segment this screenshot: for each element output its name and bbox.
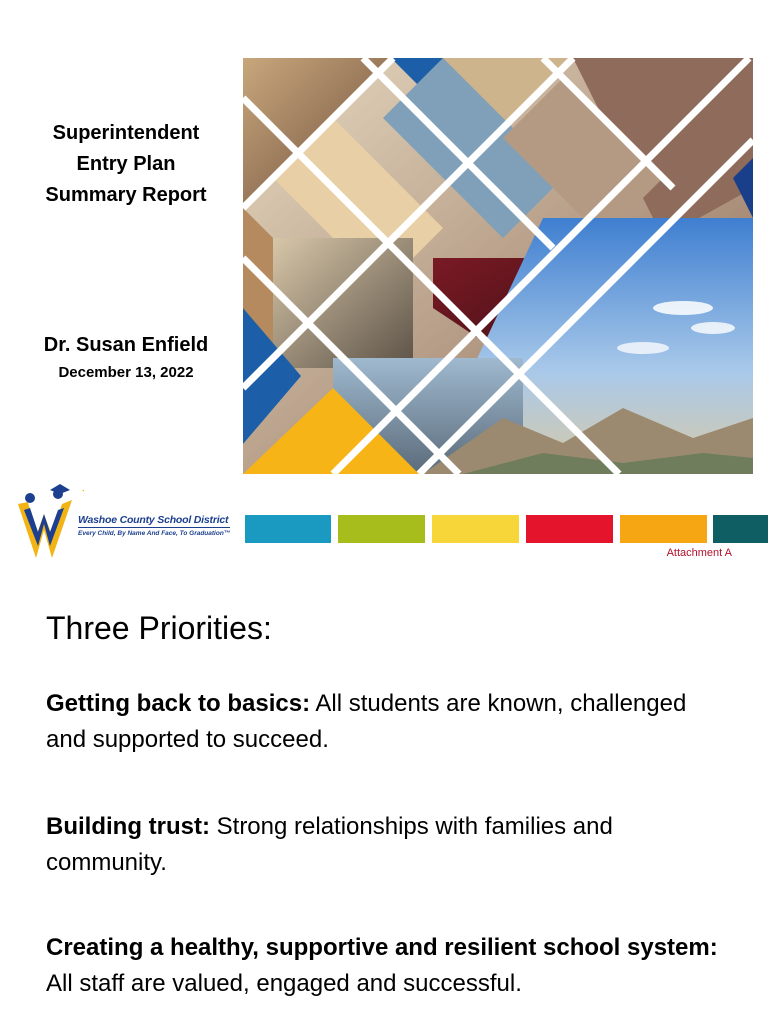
district-logo-mark [14,480,84,564]
priority-item-3 [46,930,726,1002]
report-title [20,118,232,211]
district-tagline: Every Child, By Name And Face, To Graduation™ [78,530,231,537]
priority-item-2 [46,809,726,881]
report-title-line-2: Entry Plan [76,153,176,175]
priority-2-lead: Building trust: [46,813,210,840]
priority-1-text: All students are known, challenged and supported to succeed. [46,690,687,753]
priorities-heading: Three Priorities: [46,610,272,646]
priority-item-1 [46,686,726,758]
priority-2-text: Strong relationships with families and community. [46,813,613,876]
color-bar-6 [713,515,768,543]
color-bar-3 [432,515,519,543]
priority-1-lead: Getting back to basics: [46,690,311,717]
priority-3-text: All staff are valued, engaged and successful. [46,970,522,997]
report-date: December 13, 2022 [58,364,194,381]
district-logo [14,480,234,564]
logo-divider [78,527,230,528]
color-bar-2 [338,515,425,543]
photo-collage [243,58,753,474]
attachment-label: Attachment A [666,547,732,559]
color-bar-4 [526,515,613,543]
color-bar-strip [245,515,768,543]
district-name: Washoe County School District [78,514,229,526]
report-title-line-1: Superintendent [52,122,200,144]
report-title-line-3: Summary Report [45,184,207,206]
priority-3-lead: Creating a healthy, supportive and resilient school system: [46,934,718,961]
color-bar-1 [245,515,331,543]
color-bar-5 [620,515,707,543]
author-name: Dr. Susan Enfield [43,334,209,356]
